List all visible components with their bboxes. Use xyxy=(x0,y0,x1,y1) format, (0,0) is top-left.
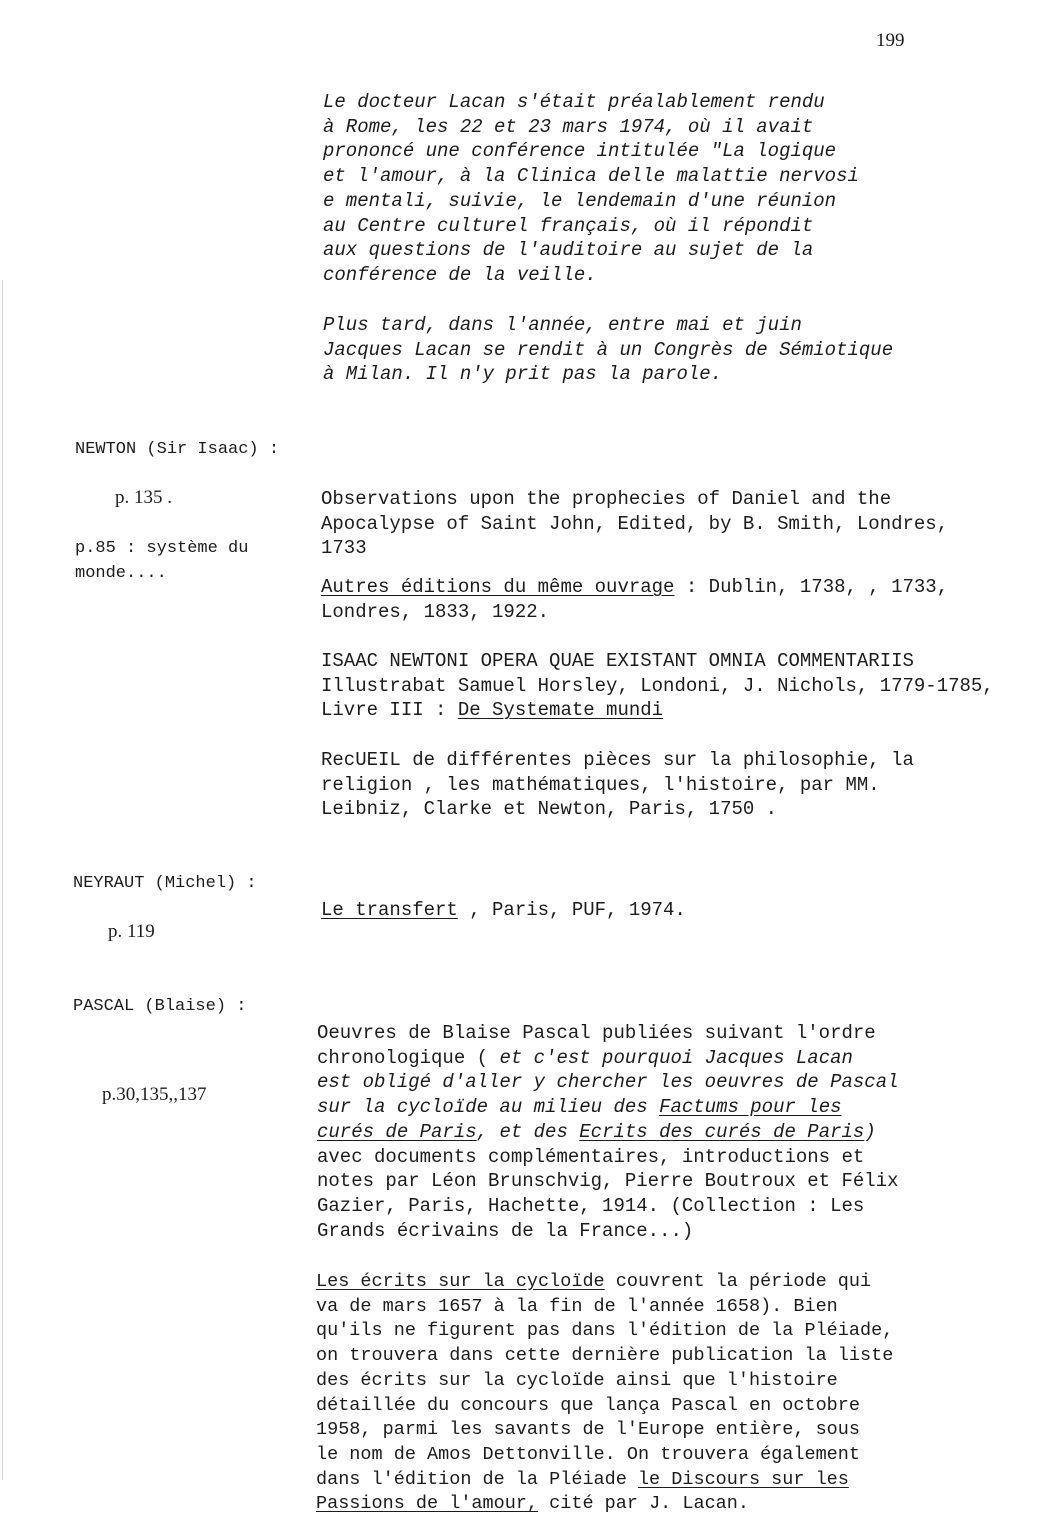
neyraut-heading: NEYRAUT (Michel) : xyxy=(73,874,257,893)
newton-note-line: monde.... xyxy=(75,563,167,583)
entry-line: 1958, parmi les savants de l'Europe entière, sous xyxy=(316,1419,860,1441)
newton-entry-1 xyxy=(321,487,948,561)
newton-entry-2 xyxy=(321,575,948,624)
newton-page-ref: p. 135 . xyxy=(115,487,172,508)
entry-line: des écrits sur la cycloïde ainsi que l'histoire xyxy=(316,1369,838,1391)
intro-line: prononcé une conférence intitulée "La logique xyxy=(323,140,837,163)
intro-line: Le docteur Lacan s'était préalablement rendu xyxy=(323,91,825,113)
underlined-title: Factums pour les xyxy=(659,1096,842,1119)
pascal-page-ref: p.30,135,,137 xyxy=(102,1084,207,1105)
intro-line: e mentali, suivie, le lendemain d'une réunion xyxy=(323,189,837,212)
underlined-title: Le transfert xyxy=(321,899,458,921)
entry-italic-text: , et des xyxy=(476,1120,580,1143)
entry-line: 1733 xyxy=(321,537,367,560)
underlined-title: Les écrits sur la cycloïde xyxy=(316,1271,605,1292)
pascal-heading: PASCAL (Blaise) : xyxy=(73,997,247,1016)
intro-line: conférence de la veille. xyxy=(323,263,597,286)
entry-line: Gazier, Paris, Hachette, 1914. (Collection : Les xyxy=(317,1194,865,1217)
entry-line: Leibniz, Clarke et Newton, Paris, 1750 . xyxy=(321,798,778,821)
intro-paragraph-1 xyxy=(323,90,859,288)
entry-line: avec documents complémentaires, introductions et xyxy=(317,1145,865,1168)
entry-line: le nom de Amos Dettonville. On trouvera également xyxy=(316,1443,860,1465)
entry-line xyxy=(321,698,994,723)
entry-line xyxy=(317,1120,899,1145)
entry-line xyxy=(316,1492,893,1517)
underlined-title: De Systemate mundi xyxy=(457,699,664,722)
intro-line: aux questions de l'auditoire au sujet de la xyxy=(323,239,814,262)
neyraut-entry xyxy=(321,899,686,921)
intro-line: et l'amour, à la Clinica delle malattie nervosi xyxy=(323,165,859,188)
entry-line: va de mars 1657 à la fin de l'année 1658). Bien xyxy=(316,1295,838,1317)
entry-line: Oeuvres de Blaise Pascal publiées suivant l'ordre xyxy=(317,1022,876,1044)
newton-entry-4 xyxy=(321,748,914,822)
underlined-title: Ecrits des curés de Paris xyxy=(579,1120,865,1143)
entry-text: cité par J. Lacan. xyxy=(538,1493,749,1515)
intro-paragraph-2 xyxy=(323,313,893,387)
neyraut-page-ref: p. 119 xyxy=(108,921,155,942)
entry-text: couvrent la période qui xyxy=(604,1271,872,1292)
entry-line: RecUEIL de différentes pièces sur la philosophie, la xyxy=(321,749,914,771)
underlined-title: curés de Paris xyxy=(317,1120,477,1143)
entry-text: chronologique ( xyxy=(317,1046,500,1069)
pascal-entry-1 xyxy=(317,1021,899,1243)
entry-line: on trouvera dans cette dernière publication la liste xyxy=(316,1345,894,1367)
entry-line: détaillée du concours que lança Pascal en octobre xyxy=(316,1394,860,1416)
entry-text: : Dublin, 1738, , 1733, xyxy=(674,576,949,598)
entry-line: qu'ils ne figurent pas dans l'édition de la Pléiade, xyxy=(316,1320,894,1342)
entry-line: religion , les mathématiques, l'histoire, par MM. xyxy=(321,773,880,796)
entry-line: Illustrabat Samuel Horsley, Londoni, J. Nichols, 1779-1785, xyxy=(321,674,994,697)
entry-text: Livre III : xyxy=(321,699,458,722)
entry-italic-text: sur la cycloïde au milieu des xyxy=(317,1096,660,1119)
intro-line: à Milan. Il n'y prit pas la parole. xyxy=(323,363,723,386)
intro-line: au Centre culturel français, où il répondit xyxy=(323,214,814,237)
underlined-title: Autres éditions du même ouvrage xyxy=(321,576,675,598)
entry-line: Grands écrivains de la France...) xyxy=(317,1219,694,1242)
entry-line: Londres, 1833, 1922. xyxy=(321,600,550,623)
entry-line xyxy=(317,1046,899,1071)
entry-text: , Paris, PUF, 1974. xyxy=(457,899,686,921)
intro-line: à Rome, les 22 et 23 mars 1974, où il avait xyxy=(323,115,814,138)
entry-line: ISAAC NEWTONI OPERA QUAE EXISTANT OMNIA COMMENTARIIS xyxy=(321,650,914,672)
entry-italic-text: ) xyxy=(864,1120,876,1143)
newton-note xyxy=(75,537,248,586)
scan-edge xyxy=(2,280,3,1480)
entry-line xyxy=(321,575,948,600)
intro-line: Jacques Lacan se rendit à un Congrès de Sémiotique xyxy=(323,338,894,361)
entry-line xyxy=(317,1095,899,1120)
entry-line: notes par Léon Brunschvig, Pierre Boutroux et Félix xyxy=(317,1170,899,1193)
entry-italic-text: et c'est pourquoi Jacques Lacan xyxy=(499,1046,853,1069)
entry-line xyxy=(316,1468,893,1493)
entry-line xyxy=(316,1270,893,1295)
page-number: 199 xyxy=(876,30,905,51)
entry-line: Observations upon the prophecies of Daniel and the xyxy=(321,488,892,510)
newton-heading: NEWTON (Sir Isaac) : xyxy=(75,440,280,459)
underlined-title: le Discours sur les xyxy=(637,1468,849,1490)
newton-entry-3 xyxy=(321,649,994,723)
pascal-entry-2 xyxy=(316,1270,893,1517)
underlined-title: Passions de l'amour, xyxy=(316,1493,539,1515)
newton-note-line: p.85 : système du xyxy=(75,539,249,558)
entry-line: Apocalypse of Saint John, Edited, by B. Smith, Londres, xyxy=(321,512,949,535)
entry-line: est obligé d'aller y chercher les oeuvres de Pascal xyxy=(317,1071,899,1094)
entry-text: dans l'édition de la Pléiade xyxy=(316,1468,638,1490)
intro-line: Plus tard, dans l'année, entre mai et juin xyxy=(323,314,802,336)
